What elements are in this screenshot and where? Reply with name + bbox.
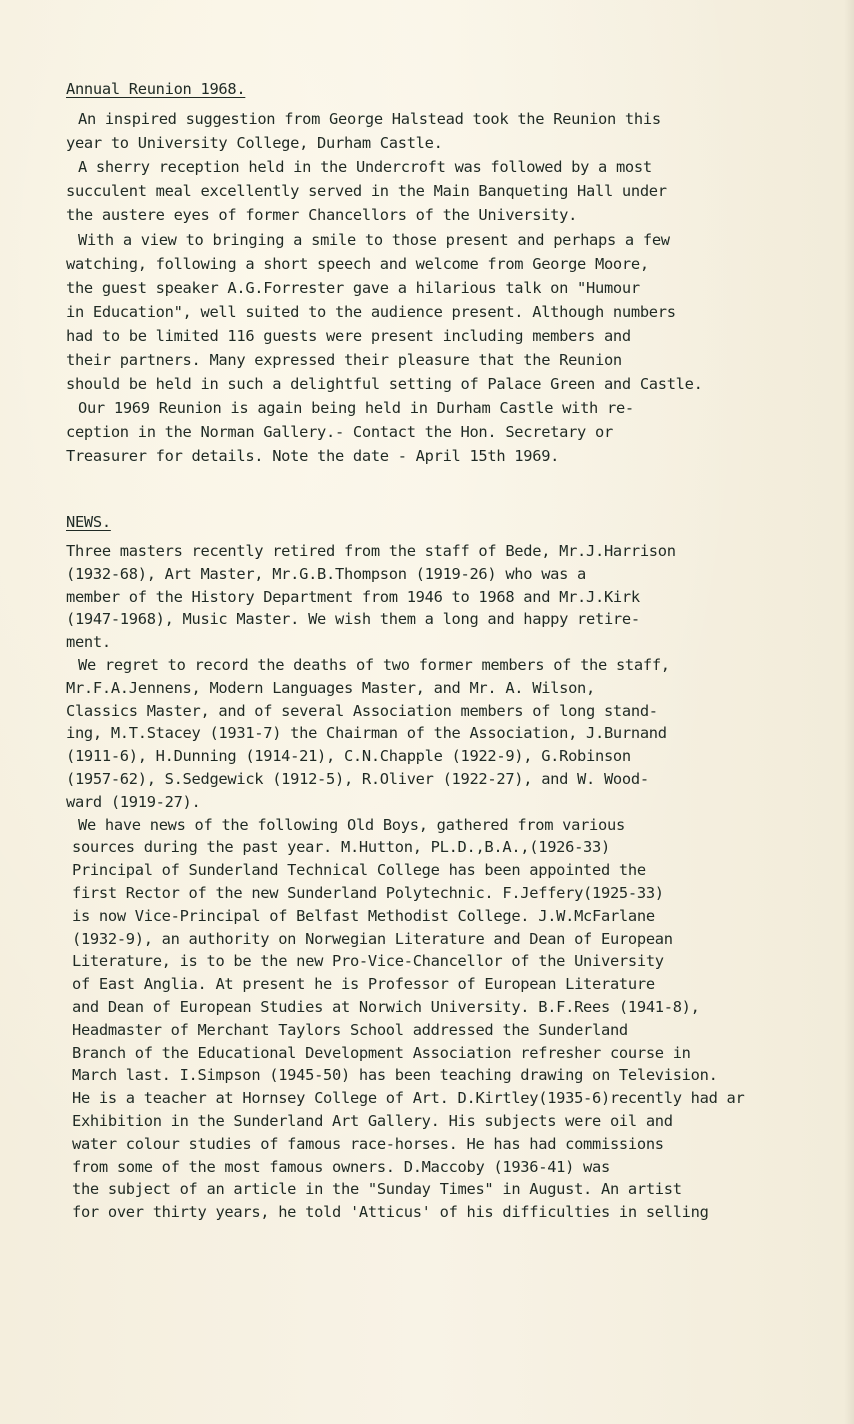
text-line: Branch of the Educational Development Association refresher course in [72, 1043, 691, 1062]
text-line: ward (1919-27). [66, 792, 201, 811]
text-line: Headmaster of Merchant Taylors School addressed the Sunderland [72, 1020, 628, 1039]
text-line: of East Anglia. At present he is Professor of European Literature [72, 975, 655, 994]
section-heading-news: NEWS. [66, 513, 111, 531]
text-line: had to be limited 116 guests were present including members and [66, 326, 631, 345]
text-line: for over thirty years, he told 'Atticus' of his difficulties in selling [72, 1203, 709, 1222]
text-line: year to University College, Durham Castle. [66, 134, 443, 153]
text-line: their partners. Many expressed their pleasure that the Reunion [66, 351, 622, 369]
text-line: (1932-9), an authority on Norwegian Literature and Dean of European [72, 929, 673, 948]
text-line: ing, M.T.Stacey (1931-7) the Chairman of the Association, J.Burnand [66, 724, 667, 743]
text-line: ception in the Norman Gallery.- Contact the Hon. Secretary or [66, 423, 613, 442]
text-line: Our 1969 Reunion is again being held in Durham Castle with re- [78, 399, 634, 418]
reunion-paragraphs [60, 108, 825, 508]
text-line: March last. I.Simpson (1945-50) has been teaching drawing on Television. [72, 1066, 718, 1085]
text-line: With a view to bringing a smile to those present and perhaps a few [78, 230, 670, 249]
text-line: from some of the most famous owners. D.Maccoby (1936-41) was [72, 1157, 610, 1176]
text-line: Classics Master, and of several Association members of long stand- [66, 701, 658, 720]
news-paragraphs [60, 540, 825, 1220]
text-line: first Rector of the new Sunderland Polytechnic. F.Jeffery(1925-33) [72, 884, 664, 902]
text-line: and Dean of European Studies at Norwich University. B.F.Rees (1941-8), [72, 998, 700, 1016]
text-line: (1932-68), Art Master, Mr.G.B.Thompson (1919-26) who was a [66, 564, 587, 583]
text-line: the austere eyes of former Chancellors of the University. [66, 206, 578, 225]
text-line: Mr.F.A.Jennens, Modern Languages Master, and Mr. A. Wilson, [66, 678, 595, 697]
text-line: He is a teacher at Hornsey College of Art. D.Kirtley(1935-6)recently had ar [72, 1089, 745, 1108]
text-line: water colour studies of famous race-horses. He has had commissions [72, 1134, 664, 1153]
text-line: the guest speaker A.G.Forrester gave a hilarious talk on "Humour [66, 278, 640, 297]
page-edge-shadow [844, 0, 854, 1424]
text-line: Exhibition in the Sunderland Art Gallery. His subjects were oil and [72, 1112, 673, 1130]
text-line: watching, following a short speech and welcome from George Moore, [66, 254, 649, 273]
text-line: We have news of the following Old Boys, gathered from various [78, 815, 625, 834]
text-line: (1947-1968), Music Master. We wish them a long and happy retire- [66, 610, 640, 629]
text-line: should be held in such a delightful setting of Palace Green and Castle. [66, 375, 703, 394]
text-line: Literature, is to be the new Pro-Vice-Chancellor of the University [72, 952, 664, 971]
text-line: the subject of an article in the "Sunday Times" in August. An artist [72, 1180, 682, 1199]
text-line: in Education", well suited to the audience present. Although numbers [66, 302, 676, 321]
text-line: Three masters recently retired from the staff of Bede, Mr.J.Harrison [66, 542, 676, 560]
text-line: Treasurer for details. Note the date - April 15th 1969. [66, 447, 560, 466]
text-line: We regret to record the deaths of two former members of the staff, [78, 656, 670, 674]
text-line: sources during the past year. M.Hutton, PL.D.,B.A.,(1926-33) [72, 838, 610, 857]
text-line: (1911-6), H.Dunning (1914-21), C.N.Chapple (1922-9), G.Robinson [66, 747, 631, 766]
text-line: succulent meal excellently served in the Main Banqueting Hall under [66, 182, 667, 201]
text-line: (1957-62), S.Sedgewick (1912-5), R.Oliver (1922-27), and W. Wood- [66, 770, 649, 788]
text-line: An inspired suggestion from George Halstead took the Reunion this [78, 110, 661, 128]
text-line: A sherry reception held in the Undercroft was followed by a most [78, 158, 652, 177]
text-line: member of the History Department from 1946 to 1968 and Mr.J.Kirk [66, 587, 640, 606]
text-line: ment. [66, 633, 111, 652]
text-line: Principal of Sunderland Technical College has been appointed the [72, 861, 646, 880]
text-line: is now Vice-Principal of Belfast Methodist College. J.W.McFarlane [72, 906, 655, 925]
section-heading-reunion: Annual Reunion 1968. [66, 80, 246, 98]
